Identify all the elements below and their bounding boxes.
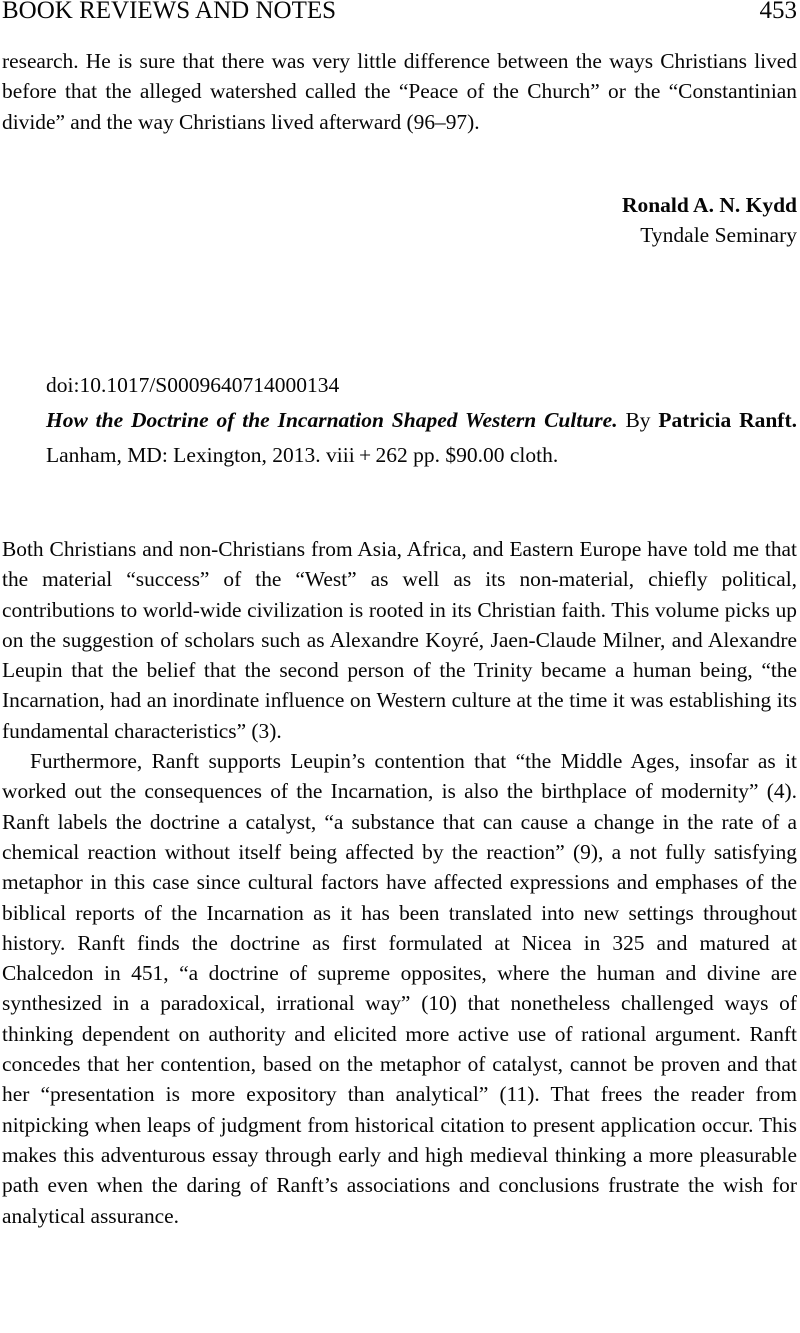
running-head-title: BOOK REVIEWS AND NOTES [2, 0, 337, 24]
reviewer-name: Ronald A. N. Kydd [621, 193, 797, 217]
page-number: 453 [759, 0, 797, 24]
publication-info: Lanham, MD: Lexington, 2013. viii + 262 pp. $90.00 cloth. [46, 443, 559, 467]
previous-review-closing-paragraph: research. He is sure that there was very little difference between the ways Christians lived before that the alleged watershed called the “Peace of the Church” or the “Constantinian divide” and the way Christians lived afterward (96–97). [2, 49, 797, 134]
book-citation [46, 403, 797, 473]
byline-connector: By [625, 408, 651, 432]
review-paragraph: Furthermore, Ranft supports Leupin’s contention that “the Middle Ages, insofar as it worked out the consequences of the Incarnation, is also the birthplace of modernity” (4). Ranft labels the doctrine a catalyst, “a substance that can cause a change in the rate of a chemical reaction without itself being affected by the reaction” (9), a not fully satisfying metaphor in this case since cultural factors have affected expressions and emphases of the biblical reports of the Incarnation as it has been translated into new settings throughout history. Ranft finds the doctrine as first formulated at Nicea in 325 and matured at Chalcedon in 451, “a doctrine of supreme opposites, where the human and divine are synthesized in a paradoxical, irrational way” (10) that nonetheless challenged ways of thinking dependent on authority and elicited more active use of rational argument. Ranft concedes that her contention, based on the metaphor of catalyst, cannot be proven and that her “presentation is more expository than analytical” (11). That frees the reader from nitpicking when leaps of judgment from historical citation to present application occur. This makes this adventurous essay through early and high medieval thinking a more pleasurable path even when the daring of Ranft’s associations and conclusions frustrate the wish for analytical assurance. [2, 749, 797, 1228]
running-head [2, 0, 797, 24]
review-body [2, 534, 797, 1231]
doi-line: doi:10.1017/S0009640714000134 [46, 373, 340, 397]
book-author: Patricia Ranft. [658, 408, 797, 432]
book-citation-block [46, 368, 797, 473]
reviewer-signature [622, 190, 797, 250]
book-title: How the Doctrine of the Incarnation Shaped Western Culture. [46, 408, 618, 432]
review-paragraph: Both Christians and non-Christians from Asia, Africa, and Eastern Europe have told me that the material “success” of the “West” as well as its non-material, chiefly political, contributions to world-wide civilization is rooted in its Christian faith. This volume picks up on the suggestion of scholars such as Alexandre Koyré, Jaen-Claude Milner, and Alexandre Leupin that the belief that the second person of the Trinity became a human being, “the Incarnation, had an inordinate influence on Western culture at the time it was establishing its fundamental characteristics” (3). [2, 537, 797, 743]
reviewer-affiliation: Tyndale Seminary [640, 223, 797, 247]
